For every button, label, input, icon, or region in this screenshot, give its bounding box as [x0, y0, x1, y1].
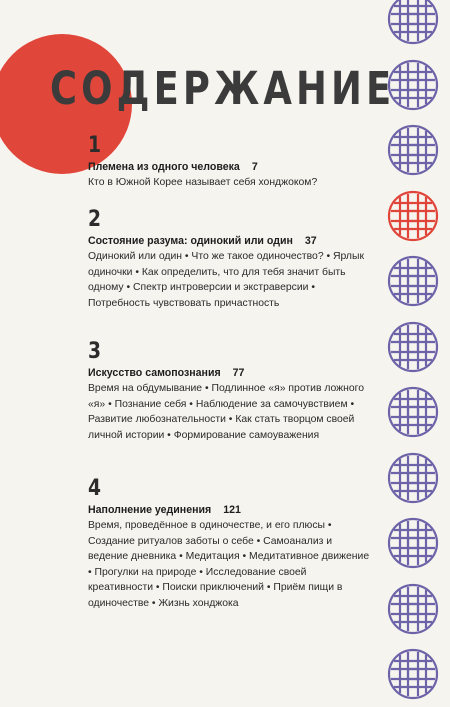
chapter-title: Искусство самопознания	[88, 367, 221, 379]
chapter-4	[88, 477, 373, 612]
chapter-heading[interactable]	[88, 160, 373, 175]
chapter-title: Наполнение уединения	[88, 504, 212, 516]
chapter-heading[interactable]	[88, 234, 373, 249]
chapter-page: 121	[223, 504, 241, 516]
lattice-knot-icon	[386, 0, 440, 46]
chapter-number: 4	[88, 476, 102, 501]
lattice-knot-icon	[386, 189, 440, 243]
chapter-title: Состояние разума: одинокий или один	[88, 235, 293, 247]
chapter-3	[88, 340, 373, 443]
lattice-knot-icon	[386, 385, 440, 439]
chapter-topics: Время на обдумывание • Подлинное «я» против ложного «я» • Познание себя • Наблюдение за самочувствием • Развитие любознательности • Как стать творцом своей личной истории • Формирование самоуважения	[88, 383, 364, 441]
lattice-knot-icon	[386, 516, 440, 570]
chapter-topics: Одинокий или один • Что же такое одиночество? • Ярлык одиночки • Как определить, что для тебя значит быть одному • Спектр интроверсии и экстраверсии • Потребность чувствовать причастность	[88, 251, 365, 309]
chapter-number: 1	[88, 133, 102, 158]
chapter-title: Племена из одного человека	[88, 161, 240, 173]
lattice-knot-icon	[386, 123, 440, 177]
chapter-page: 7	[251, 161, 258, 173]
chapter-heading[interactable]	[88, 503, 373, 518]
ornament-column	[386, 0, 450, 707]
chapter-page: 77	[232, 367, 245, 379]
lattice-knot-icon	[386, 320, 440, 374]
chapter-1	[88, 134, 373, 191]
chapter-heading[interactable]	[88, 366, 373, 381]
lattice-knot-icon	[386, 582, 440, 636]
chapter-topics: Время, проведённое в одиночестве, и его плюсы • Создание ритуалов заботы о себе • Самоанализ и ведение дневника • Медитация • Медитативное движение • Прогулки на природе • Исследование своей креативности • Поиски приключений • Приём пищи в одиночестве • Жизнь хонджока	[88, 520, 370, 609]
lattice-knot-icon	[386, 254, 440, 308]
chapter-number: 3	[88, 339, 102, 364]
lattice-knot-icon	[386, 647, 440, 701]
lattice-knot-icon	[386, 58, 440, 112]
chapter-2	[88, 208, 373, 311]
page-title: СОДЕРЖАНИЕ	[50, 62, 396, 115]
chapter-topics: Кто в Южной Корее называет себя хонджоком?	[88, 177, 318, 188]
chapter-number: 2	[88, 207, 102, 232]
lattice-knot-icon	[386, 451, 440, 505]
chapter-page: 37	[304, 235, 317, 247]
